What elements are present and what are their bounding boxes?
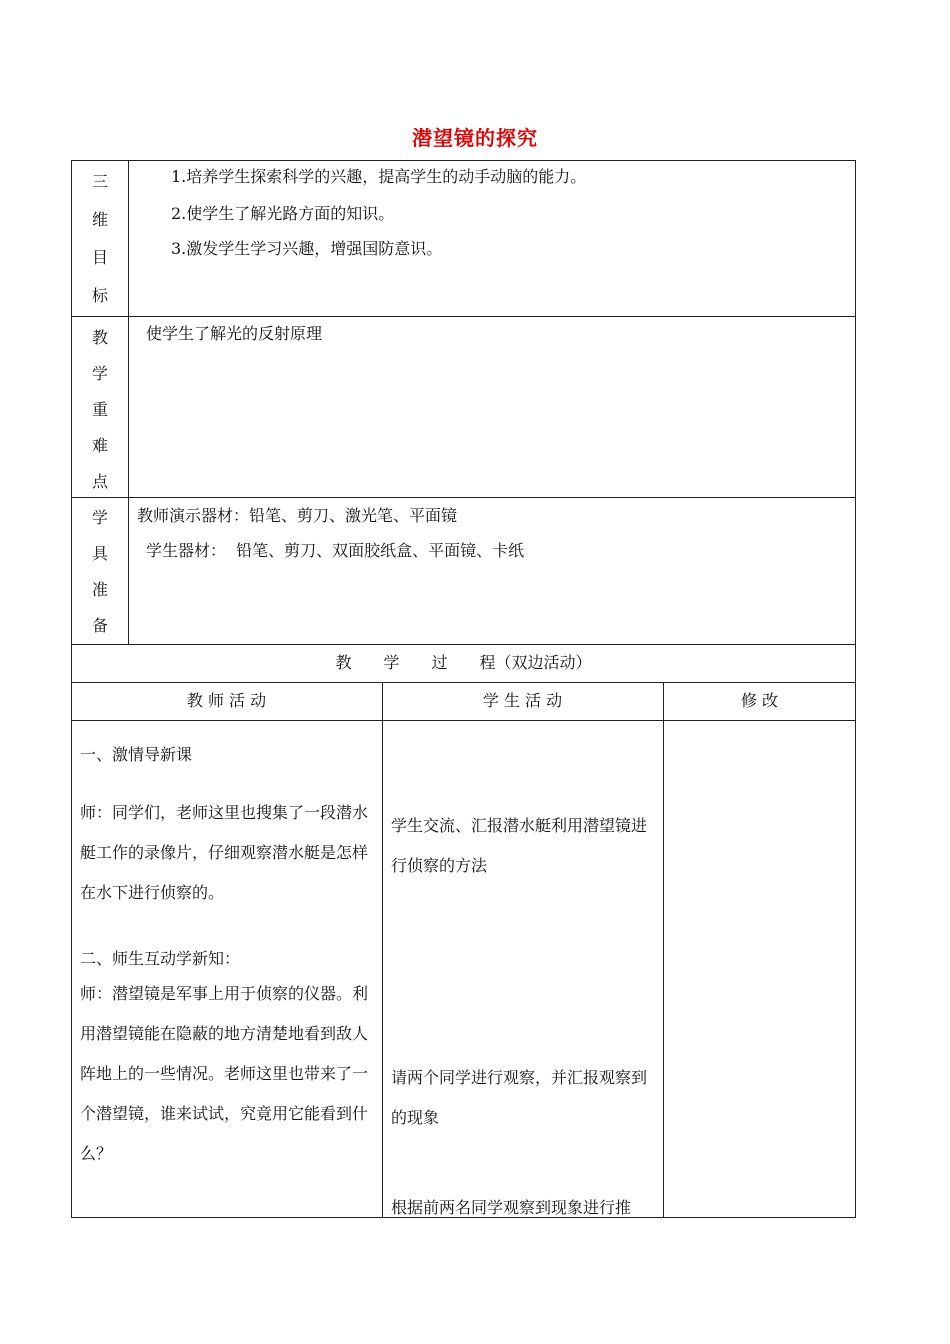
materials-label-char: 学: [91, 508, 108, 527]
goals-label-char: 目: [91, 248, 108, 267]
key-points-label-char: 点: [91, 472, 108, 491]
section-two-title: 二、师生互动学新知：: [80, 949, 241, 968]
goal-item: 1.培养学生探索科学的兴趣，提高学生的动手动脑的能力。: [171, 167, 587, 186]
key-points-label-char: 学: [91, 364, 108, 383]
student-activity-3: 根据前两名同学观察到现象进行推: [391, 1198, 632, 1217]
section-two-text: 师：潜望镜是军事上用于侦察的仪器。利用潜望镜能在隐蔽的地方清楚地看到敌人阵地上的一些情况。老师这里也带来了一个潜望镜，谁来试试，究竟用它能看到什么？: [80, 984, 369, 1163]
section-one-text: 师：同学们，老师这里也搜集了一段潜水艇工作的录像片，仔细观察潜水艇是怎样在水下进行侦察的。: [80, 803, 369, 902]
row-divider: [71, 682, 856, 683]
row-divider: [71, 720, 856, 721]
materials-label-char: 备: [91, 616, 108, 635]
materials-label: [71, 500, 129, 644]
key-points-text: 使学生了解光的反射原理: [146, 324, 323, 343]
goal-item: 3.激发学生学习兴趣，增强国防意识。: [171, 239, 443, 258]
teacher-materials: 教师演示器材：铅笔、剪刀、激光笔、平面镜: [137, 506, 458, 525]
goals-label-char: 三: [91, 172, 108, 191]
teacher-activity-header: 教 师 活 动: [186, 691, 267, 710]
student-activity-header: 学 生 活 动: [482, 691, 563, 710]
row-divider: [71, 497, 856, 498]
student-activity-2: 请两个同学进行观察，并汇报观察到的现象: [391, 1068, 648, 1127]
page-title: 潜望镜的探究: [412, 126, 538, 150]
key-points-label-char: 重: [91, 400, 108, 419]
student-activity-1: 学生交流、汇报潜水艇利用潜望镜进行侦察的方法: [391, 816, 648, 875]
section-one-title: 一、激情导新课: [80, 745, 193, 764]
row-divider: [71, 644, 856, 645]
key-points-label: [71, 320, 129, 500]
revision-header: 修 改: [740, 691, 779, 710]
materials-label-char: 具: [91, 544, 108, 563]
goals-label-char: 维: [91, 210, 108, 229]
goals-label: [71, 163, 129, 315]
column-divider: [663, 682, 664, 1218]
key-points-label-char: 难: [91, 436, 108, 455]
goal-item: 2.使学生了解光路方面的知识。: [171, 204, 395, 223]
student-materials: 学生器材： 铅笔、剪刀、双面胶纸盒、平面镜、卡纸: [146, 541, 525, 560]
row-divider: [71, 316, 856, 317]
materials-label-char: 准: [91, 580, 108, 599]
key-points-label-char: 教: [91, 328, 108, 347]
goals-label-char: 标: [91, 286, 108, 305]
process-header: 教 学 过 程（双边活动）: [335, 653, 592, 672]
column-divider: [382, 682, 383, 1218]
